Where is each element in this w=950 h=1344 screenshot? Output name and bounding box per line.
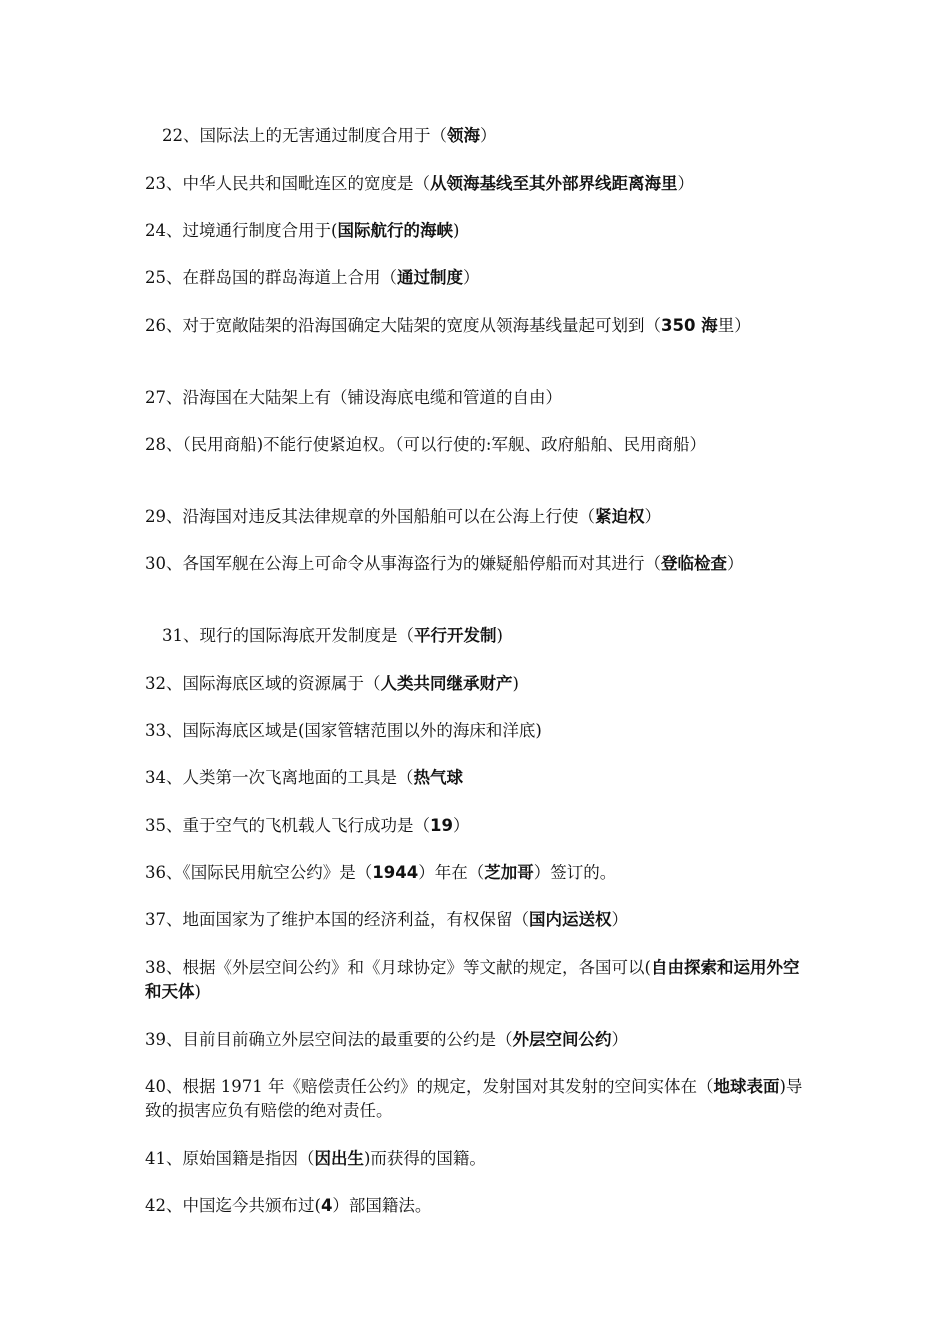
question-text: 28、（民用商船)不能行使紧迫权。（可以行使的:军舰、政府船舶、民用商船） xyxy=(145,435,706,454)
question-text: 29、沿海国对违反其法律规章的外国船舶可以在公海上行使（ xyxy=(145,507,595,526)
question-38 xyxy=(145,956,810,1004)
question-text: ） xyxy=(611,910,628,929)
question-text: ） xyxy=(480,126,497,145)
question-28 xyxy=(145,433,810,457)
question-text: 31、现行的国际海底开发制度是（ xyxy=(162,626,414,645)
question-text: 38、根据《外层空间公约》和《月球协定》等文献的规定，各国可以( xyxy=(145,958,651,977)
question-text: ) xyxy=(512,674,519,693)
answer-text: 19 xyxy=(430,816,453,835)
answer-text: 国内运送权 xyxy=(529,910,612,929)
answer-text: 自由探索和运用外空和天体 xyxy=(145,958,800,1001)
answer-text: 因出生 xyxy=(314,1149,364,1168)
question-text: 32、国际海底区域的资源属于（ xyxy=(145,674,381,693)
answer-text: 地球表面 xyxy=(713,1077,780,1096)
question-text: 23、中华人民共和国毗连区的宽度是（ xyxy=(145,174,430,193)
question-text: 42、中国迄今共颁布过( xyxy=(145,1196,321,1215)
question-text: 36、《国际民用航空公约》是（ xyxy=(145,863,373,882)
question-26 xyxy=(145,314,810,338)
question-29 xyxy=(145,505,810,529)
question-40 xyxy=(145,1075,810,1123)
answer-text: 芝加哥 xyxy=(484,863,534,882)
question-30 xyxy=(145,552,810,576)
question-text: ） xyxy=(611,1030,628,1049)
question-text: 40、根据 1971 年《赔偿责任公约》的规定，发射国对其发射的空间实体在（ xyxy=(145,1077,714,1096)
answer-text: 热气球 xyxy=(413,768,463,787)
question-39 xyxy=(145,1028,810,1052)
question-23 xyxy=(145,172,810,196)
question-text: 26、对于宽敞陆架的沿海国确定大陆架的宽度从领海基线量起可划到（ xyxy=(145,316,661,335)
question-text: 24、过境通行制度合用于( xyxy=(145,221,338,240)
question-text: ) xyxy=(452,221,460,240)
question-text: ) xyxy=(194,982,201,1001)
question-text: 37、地面国家为了维护本国的经济利益，有权保留（ xyxy=(145,910,529,929)
question-text: 41、原始国籍是指因（ xyxy=(145,1149,315,1168)
question-text: ） xyxy=(452,816,470,835)
question-42 xyxy=(145,1194,810,1218)
question-text: )而获得的国籍。 xyxy=(364,1149,486,1168)
answer-text: 通过制度 xyxy=(397,268,463,287)
question-text: ） xyxy=(463,268,480,287)
question-text: ） xyxy=(677,174,694,193)
question-text: 39、目前目前确立外层空间法的最重要的公约是（ xyxy=(145,1030,513,1049)
question-22 xyxy=(162,124,827,148)
question-31 xyxy=(162,624,827,648)
answer-text: 4 xyxy=(320,1196,333,1215)
question-text: 25、在群岛国的群岛海道上合用（ xyxy=(145,268,397,287)
question-24 xyxy=(145,219,810,243)
question-41 xyxy=(145,1147,810,1171)
answer-text: 紧迫权 xyxy=(595,507,645,526)
question-text: ） xyxy=(727,554,744,573)
answer-text: 外层空间公约 xyxy=(512,1030,612,1049)
answer-text: 人类共同继承财产 xyxy=(380,674,513,693)
answer-text: 350 海 xyxy=(661,316,718,335)
answer-text: 从领海基线至其外部界线距离 xyxy=(430,174,645,193)
question-33 xyxy=(145,719,810,743)
question-text: 30、各国军舰在公海上可命令从事海盗行为的嫌疑船停船而对其进行（ xyxy=(145,554,661,573)
question-text: 里） xyxy=(717,316,751,335)
question-text: 22、国际法上的无害通过制度合用于（ xyxy=(162,126,447,145)
question-text: 34、人类第一次飞离地面的工具是（ xyxy=(145,768,414,787)
question-text: 33、国际海底区域是(国家管辖范围以外的海床和洋底) xyxy=(145,721,542,740)
question-32 xyxy=(145,672,810,696)
answer-text: 1944 xyxy=(372,863,419,882)
answer-text: 海里 xyxy=(644,174,678,193)
question-36 xyxy=(145,861,810,885)
question-27 xyxy=(145,386,810,410)
answer-text: 平行开发制 xyxy=(414,626,497,645)
question-text: ) xyxy=(496,626,503,645)
question-25 xyxy=(145,266,810,290)
question-34 xyxy=(145,766,810,790)
question-37 xyxy=(145,908,810,932)
question-text: ）部国籍法。 xyxy=(332,1196,432,1215)
question-text: 35、重于空气的飞机载人飞行成功是（ xyxy=(145,816,430,835)
answer-text: 领海 xyxy=(447,126,480,145)
question-35 xyxy=(145,814,810,838)
question-text: ）签订的。 xyxy=(533,863,617,882)
answer-text: 登临检查 xyxy=(661,554,727,573)
question-text: ）年在（ xyxy=(418,863,485,882)
question-text: ） xyxy=(644,507,661,526)
question-text: 27、沿海国在大陆架上有（铺设海底电缆和管道的自由） xyxy=(145,388,562,407)
question-text: )导致的损害应负有赔偿的绝对责任。 xyxy=(145,1077,803,1120)
answer-text: 国际航行的海峡 xyxy=(337,221,453,240)
